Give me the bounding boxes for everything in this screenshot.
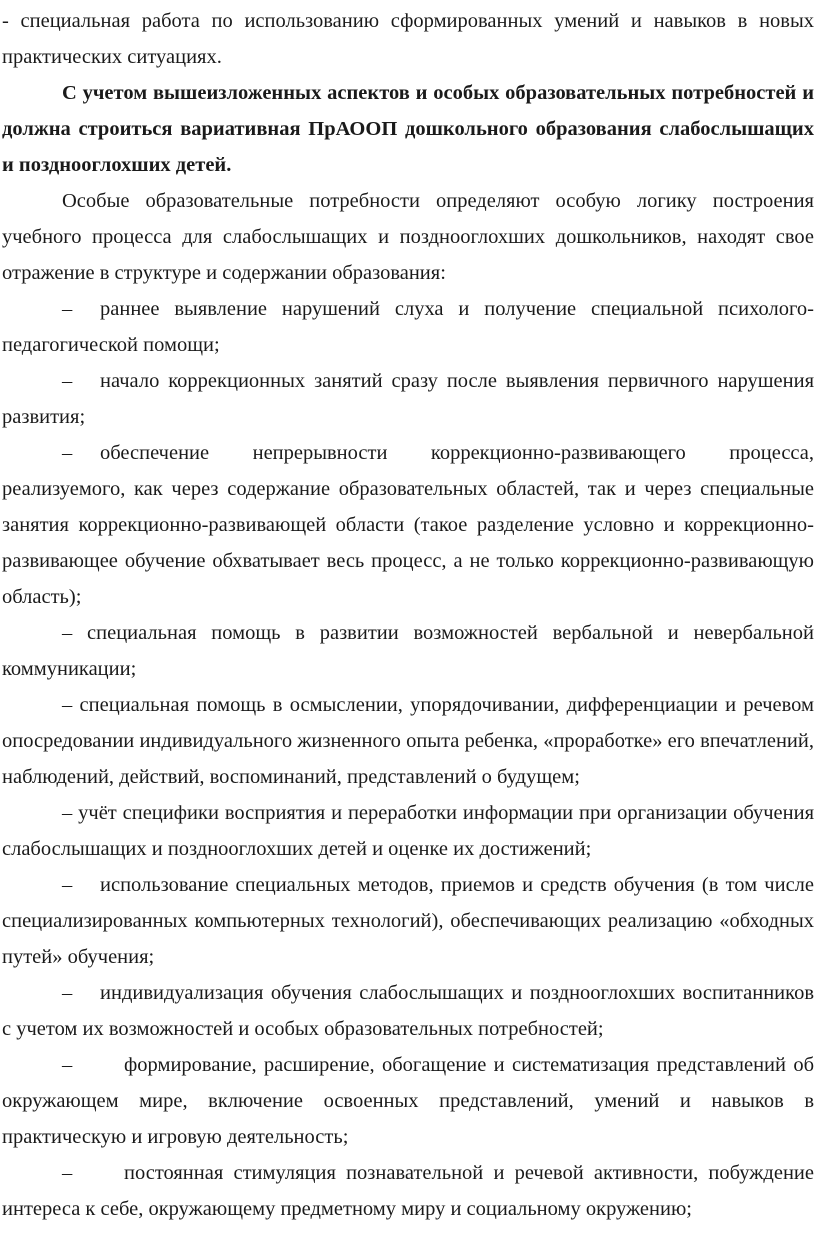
list-item-text: раннее выявление нарушений слуха и получение специальной психолого-педагогической помощи; [2,298,814,356]
list-item-text: обеспечение непрерывности коррекционно-развивающего процесса, реализуемого, как через содержание образовательных областей, так и через специальные занятия коррекционно-развивающей области (такое разделение условно и коррекционно-развивающее обучение обхватывает весь процесс, а не только коррекционно-развивающую область); [2,442,814,608]
list-item: – специальная помощь в осмыслении, упорядочивании, дифференциации и речевом опосредовании индивидуального жизненного опыта ребенка, «проработке» его впечатлений, наблюдений, действий, воспоминаний, представлений о будущем; [2,694,814,788]
list-item: – специальная помощь в развитии возможностей вербальной и невербальной коммуникации; [2,622,814,680]
list-dash: – [62,874,73,896]
list-dash: – [62,442,73,464]
list-dash: – [62,370,73,392]
list-item [2,867,814,975]
list-item [2,363,814,435]
list-dash: – [62,1162,73,1184]
list-dash: – [62,982,73,1004]
list-item [2,435,814,615]
paragraph-1: - специальная работа по использованию сформированных умений и навыков в новых практических ситуациях. [2,10,814,68]
list-item-text: постоянная стимуляция познавательной и речевой активности, побуждение интереса к себе, окружающему предметному миру и социальному окружению; [2,1162,814,1220]
document-page [0,3,816,1243]
list-item [2,291,814,363]
paragraph-intro: Особые образовательные потребности определяют особую логику построения учебного процесса для слабослышащих и позднооглохших дошкольников, находят свое отражение в структуре и содержании образования: [2,190,814,284]
list-item-text: начало коррекционных занятий сразу после выявления первичного нарушения развития; [2,370,814,428]
list-item [2,975,814,1047]
paragraph-bold-statement: С учетом вышеизложенных аспектов и особых образовательных потребностей и должна строиться вариативная ПрАООП дошкольного образования слабослышащих и позднооглохших детей. [2,82,814,176]
list-item: – учёт специфики восприятия и переработки информации при организации обучения слабослышащих и позднооглохших детей и оценке их достижений; [2,802,814,860]
list-item-text: индивидуализация обучения слабослышащих и позднооглохших воспитанников с учетом их возможностей и особых образовательных потребностей; [2,982,814,1040]
list-item-text: использование специальных методов, приемов и средств обучения (в том числе специализированных компьютерных технологий), обеспечивающих реализацию «обходных путей» обучения; [2,874,814,968]
list-dash: – [62,298,73,320]
list-item-text: формирование, расширение, обогащение и систематизация представлений об окружающем мире, включение освоенных представлений, умений и навыков в практическую и игровую деятельность; [2,1054,814,1148]
list-dash: – [62,1054,73,1076]
list-item [2,1047,814,1155]
list-item [2,1155,814,1227]
